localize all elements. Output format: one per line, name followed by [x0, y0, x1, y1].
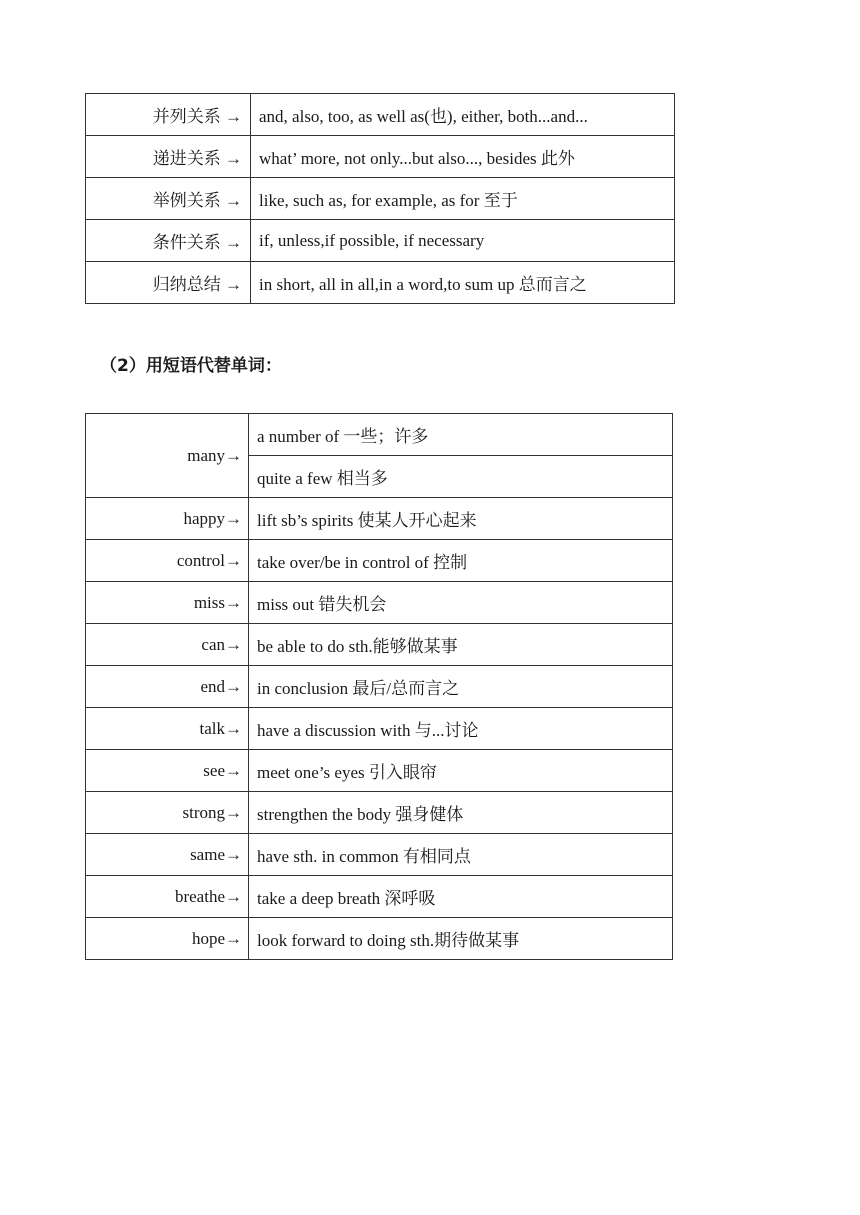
connector-words-cell: if, unless,if possible, if necessary: [251, 220, 675, 262]
connector-words-cell: and, also, too, as well as(也), either, both...and...: [251, 94, 675, 136]
table-row: [86, 178, 675, 220]
table-row: [86, 624, 673, 666]
word-cell: end→: [86, 666, 249, 708]
word-cell: see→: [86, 750, 249, 792]
table-row: [86, 262, 675, 304]
phrase-cell: miss out 错失机会: [249, 582, 673, 624]
word-cell: miss→: [86, 582, 249, 624]
phrase-cell: in conclusion 最后/总而言之: [249, 666, 673, 708]
relation-type-cell: 归纳总结 →: [86, 262, 251, 304]
phrase-cell: take over/be in control of 控制: [249, 540, 673, 582]
table-row: [86, 136, 675, 178]
phrase-cell: quite a few 相当多: [249, 456, 673, 498]
relation-type-cell: 条件关系 →: [86, 220, 251, 262]
word-cell: many→: [86, 414, 249, 498]
word-cell: talk→: [86, 708, 249, 750]
table-row: [86, 220, 675, 262]
word-cell: control→: [86, 540, 249, 582]
relation-type-cell: 并列关系 →: [86, 94, 251, 136]
table-row: [86, 876, 673, 918]
phrase-cell: take a deep breath 深呼吸: [249, 876, 673, 918]
table-row: [86, 708, 673, 750]
section-heading: （2）用短语代替单词：: [100, 356, 282, 376]
table-row: [86, 540, 673, 582]
word-cell: can→: [86, 624, 249, 666]
phrase-cell: have a discussion with 与...讨论: [249, 708, 673, 750]
word-cell: same→: [86, 834, 249, 876]
phrase-cell: be able to do sth.能够做某事: [249, 624, 673, 666]
connector-words-cell: like, such as, for example, as for 至于: [251, 178, 675, 220]
word-cell: strong→: [86, 792, 249, 834]
connector-words-cell: what’ more, not only...but also..., besides 此外: [251, 136, 675, 178]
connectors-table: [85, 93, 675, 304]
word-cell: breathe→: [86, 876, 249, 918]
table-row: [86, 666, 673, 708]
table-row: [86, 582, 673, 624]
table-row: [86, 414, 673, 456]
phrase-cell: look forward to doing sth.期待做某事: [249, 918, 673, 960]
phrase-cell: have sth. in common 有相同点: [249, 834, 673, 876]
phrase-cell: a number of 一些；许多: [249, 414, 673, 456]
table-row: [86, 498, 673, 540]
word-cell: happy→: [86, 498, 249, 540]
relation-type-cell: 举例关系 →: [86, 178, 251, 220]
phrases-table: [85, 413, 673, 960]
phrase-cell: lift sb’s spirits 使某人开心起来: [249, 498, 673, 540]
relation-type-cell: 递进关系 →: [86, 136, 251, 178]
table-row: [86, 834, 673, 876]
phrase-cell: meet one’s eyes 引入眼帘: [249, 750, 673, 792]
table-row: [86, 918, 673, 960]
table-row: [86, 94, 675, 136]
phrase-cell: strengthen the body 强身健体: [249, 792, 673, 834]
table-row: [86, 750, 673, 792]
word-cell: hope→: [86, 918, 249, 960]
table-row: [86, 792, 673, 834]
connector-words-cell: in short, all in all,in a word,to sum up 总而言之: [251, 262, 675, 304]
